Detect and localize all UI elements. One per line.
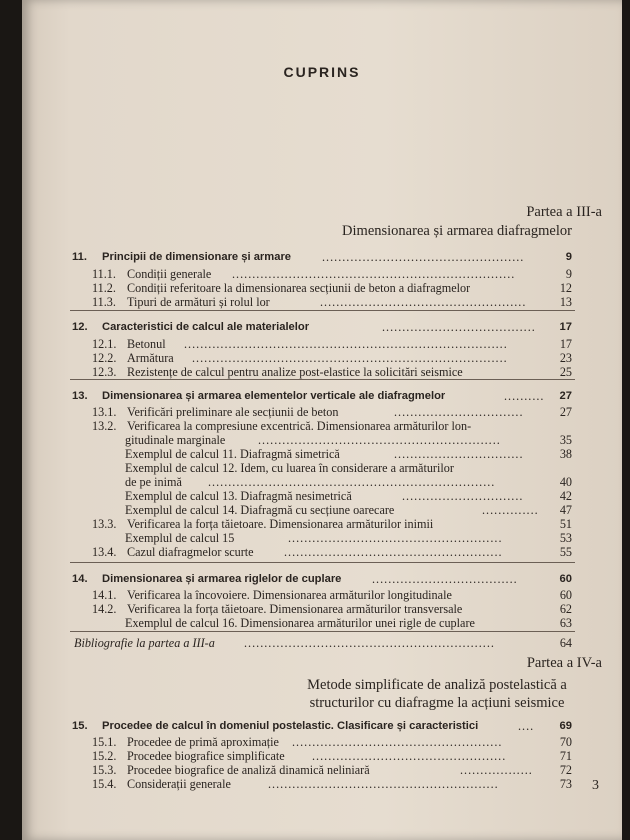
example-label: de pe inimă xyxy=(125,475,182,489)
section-number: 13.1. xyxy=(92,405,117,419)
section-number: 14.2. xyxy=(92,602,117,616)
section-number: 13.3. xyxy=(92,517,117,531)
dot-leader: ......................................................... xyxy=(268,777,499,791)
section-page: 70 xyxy=(559,735,572,749)
section-page: 23 xyxy=(559,351,572,365)
section-label: Considerații generale xyxy=(127,777,231,791)
toc-section-13-1 xyxy=(22,405,622,419)
section-page: 62 xyxy=(559,602,572,616)
example-page: 53 xyxy=(559,531,572,545)
toc-section-14-2 xyxy=(22,602,622,616)
toc-section-13-4 xyxy=(22,545,622,559)
section-page: 12 xyxy=(559,281,572,295)
section-label: Procedee biografice de analiză dinamică neliniară xyxy=(127,763,370,777)
dot-leader: .............................................................. xyxy=(244,636,495,650)
chapter-number: 12. xyxy=(72,321,88,333)
example-label: Exemplul de calcul 16. Dimensionarea armăturilor unei rigle de cuplare xyxy=(125,616,475,630)
dot-leader: .................................................... xyxy=(292,735,503,749)
toc-section-11-1 xyxy=(22,267,622,281)
dot-leader: .... xyxy=(518,719,535,733)
divider xyxy=(70,631,575,632)
chapter-page: 17 xyxy=(559,321,572,333)
example-page: 63 xyxy=(559,616,572,630)
section-label: Tipuri de armături și rolul lor xyxy=(127,295,270,309)
chapter-label: Procedee de calcul în domeniul postelastic. Clasificare și caracteristici xyxy=(102,720,479,732)
toc-chapter-14 xyxy=(22,572,622,586)
toc-example-12 xyxy=(22,461,622,475)
page-title: CUPRINS xyxy=(283,64,361,80)
toc-example-11 xyxy=(22,447,622,461)
dot-leader: ...................................... xyxy=(382,320,536,334)
dot-leader: ...................................................................... xyxy=(232,267,516,281)
chapter-page: 60 xyxy=(559,573,572,585)
chapter-page: 27 xyxy=(559,390,572,402)
dot-leader: .......... xyxy=(504,389,545,403)
toc-chapter-12 xyxy=(22,320,622,334)
section-label: Procedee biografice simplificate xyxy=(127,749,285,763)
section-page: 73 xyxy=(559,777,572,791)
section-number: 15.1. xyxy=(92,735,117,749)
part-4-subtitle-line-1: Metode simplificate de analiză postelastică a xyxy=(307,677,567,693)
dot-leader: ....................................................................... xyxy=(208,475,496,489)
section-label: gitudinale marginale xyxy=(125,433,226,447)
section-number: 11.2. xyxy=(92,281,116,295)
toc-chapter-11 xyxy=(22,250,622,264)
bibliography-label: Bibliografie la partea a III-a xyxy=(74,636,215,650)
part-3-title: Partea a III-a xyxy=(526,204,602,220)
divider xyxy=(70,562,575,563)
section-number: 13.2. xyxy=(92,419,117,433)
divider xyxy=(70,379,575,380)
dot-leader: .................. xyxy=(460,763,533,777)
example-page: 42 xyxy=(559,489,572,503)
dot-leader: ............................................................ xyxy=(258,433,501,447)
dot-leader: ................................................... xyxy=(320,295,527,309)
dot-leader: .................................... xyxy=(372,572,518,586)
toc-section-12-1 xyxy=(22,337,622,351)
toc-section-13-2 xyxy=(22,419,622,433)
section-page: 55 xyxy=(559,545,572,559)
example-label: Exemplul de calcul 15 xyxy=(125,531,235,545)
chapter-label: Caracteristici de calcul ale materialelor xyxy=(102,321,310,333)
toc-section-11-2 xyxy=(22,281,622,295)
toc-section-15-4 xyxy=(22,777,622,791)
section-page: 27 xyxy=(559,405,572,419)
part-4-subtitle-line-2: structurilor cu diafragme la acțiuni seismice xyxy=(309,695,565,711)
part-3-subtitle: Dimensionarea și armarea diafragmelor xyxy=(342,223,572,239)
toc-example-16 xyxy=(22,616,622,630)
section-page: 25 xyxy=(559,365,572,379)
toc-bibliography xyxy=(22,636,622,650)
section-label: Verificarea la forța tăietoare. Dimensionarea armăturilor inimii xyxy=(127,517,434,531)
chapter-number: 14. xyxy=(72,573,88,585)
toc-chapter-13 xyxy=(22,389,622,403)
section-page: 35 xyxy=(559,433,572,447)
chapter-page: 69 xyxy=(559,720,572,732)
example-label: Exemplul de calcul 13. Diafragmă nesimetrică xyxy=(125,489,352,503)
toc-section-13-2-cont xyxy=(22,433,622,447)
section-label: Condiții referitoare la dimensionarea secțiunii de beton a diafragmelor xyxy=(127,281,471,295)
section-page: 13 xyxy=(559,295,572,309)
dot-leader: ................................................ xyxy=(312,749,507,763)
example-page: 47 xyxy=(559,503,572,517)
toc-section-11-3 xyxy=(22,295,622,309)
divider xyxy=(70,310,575,311)
example-label: Exemplul de calcul 11. Diafragmă simetrică xyxy=(125,447,340,461)
section-label: Betonul xyxy=(127,337,166,351)
section-label: Verificarea la forța tăietoare. Dimensionarea armăturilor transversale xyxy=(127,602,463,616)
chapter-number: 11. xyxy=(72,251,87,263)
chapter-label: Principii de dimensionare și armare xyxy=(102,251,292,263)
toc-example-12-cont xyxy=(22,475,622,489)
section-page: 60 xyxy=(559,588,572,602)
toc-example-13 xyxy=(22,489,622,503)
toc-section-15-3 xyxy=(22,763,622,777)
example-page: 40 xyxy=(559,475,572,489)
dot-leader: .................................................. xyxy=(322,250,525,264)
part-4-title: Partea a IV-a xyxy=(526,655,602,671)
chapter-number: 13. xyxy=(72,390,88,402)
chapter-number: 15. xyxy=(72,720,88,732)
toc-section-12-3 xyxy=(22,365,622,379)
dot-leader: ................................ xyxy=(394,447,524,461)
section-number: 14.1. xyxy=(92,588,117,602)
section-label: Verificarea la încovoiere. Dimensionarea armăturilor longitudinale xyxy=(127,588,452,602)
toc-chapter-15 xyxy=(22,719,622,733)
dot-leader: ...................................................... xyxy=(284,545,503,559)
section-label: Verificarea la compresiune excentrică. Dimensionarea armăturilor lon- xyxy=(127,419,472,433)
bibliography-page: 64 xyxy=(559,636,572,650)
book-page xyxy=(22,0,622,840)
page-number: 3 xyxy=(592,778,599,793)
section-page: 9 xyxy=(565,267,572,281)
chapter-page: 9 xyxy=(565,251,572,263)
section-number: 13.4. xyxy=(92,545,117,559)
section-number: 12.1. xyxy=(92,337,117,351)
section-number: 12.2. xyxy=(92,351,117,365)
toc-section-15-1 xyxy=(22,735,622,749)
section-number: 12.3. xyxy=(92,365,117,379)
toc-section-14-1 xyxy=(22,588,622,602)
section-label: Verificări preliminare ale secțiunii de beton xyxy=(127,405,339,419)
toc-section-12-2 xyxy=(22,351,622,365)
dot-leader: ................................................................................ xyxy=(184,337,508,351)
toc-section-15-2 xyxy=(22,749,622,763)
chapter-label: Dimensionarea și armarea elementelor verticale ale diafragmelor xyxy=(102,390,446,402)
section-number: 11.3. xyxy=(92,295,116,309)
example-label: Exemplul de calcul 12. Idem, cu luarea în considerare a armăturilor xyxy=(125,461,454,475)
dot-leader: .............................................................................. xyxy=(192,351,508,365)
section-number: 15.2. xyxy=(92,749,117,763)
section-label: Cazul diafragmelor scurte xyxy=(127,545,254,559)
dot-leader: ................................ xyxy=(394,405,524,419)
toc-section-13-3 xyxy=(22,517,622,531)
toc-example-15 xyxy=(22,531,622,545)
dot-leader: ..................................................... xyxy=(288,531,503,545)
example-label: Exemplul de calcul 14. Diafragmă cu secțiune oarecare xyxy=(125,503,395,517)
dot-leader: .............................. xyxy=(402,489,524,503)
section-label: Armătura xyxy=(127,351,174,365)
chapter-label: Dimensionarea și armarea riglelor de cuplare xyxy=(102,573,342,585)
section-page: 51 xyxy=(559,517,572,531)
example-page: 38 xyxy=(559,447,572,461)
section-label: Condiții generale xyxy=(127,267,212,281)
dot-leader: .............. xyxy=(482,503,539,517)
section-label: Procedee de primă aproximație xyxy=(127,735,279,749)
section-number: 15.4. xyxy=(92,777,117,791)
section-page: 71 xyxy=(559,749,572,763)
section-number: 15.3. xyxy=(92,763,117,777)
section-number: 11.1. xyxy=(92,267,116,281)
toc-example-14 xyxy=(22,503,622,517)
section-page: 72 xyxy=(559,763,572,777)
section-page: 17 xyxy=(559,337,572,351)
section-label: Rezistențe de calcul pentru analize post-elastice la solicitări seismice xyxy=(127,365,463,379)
